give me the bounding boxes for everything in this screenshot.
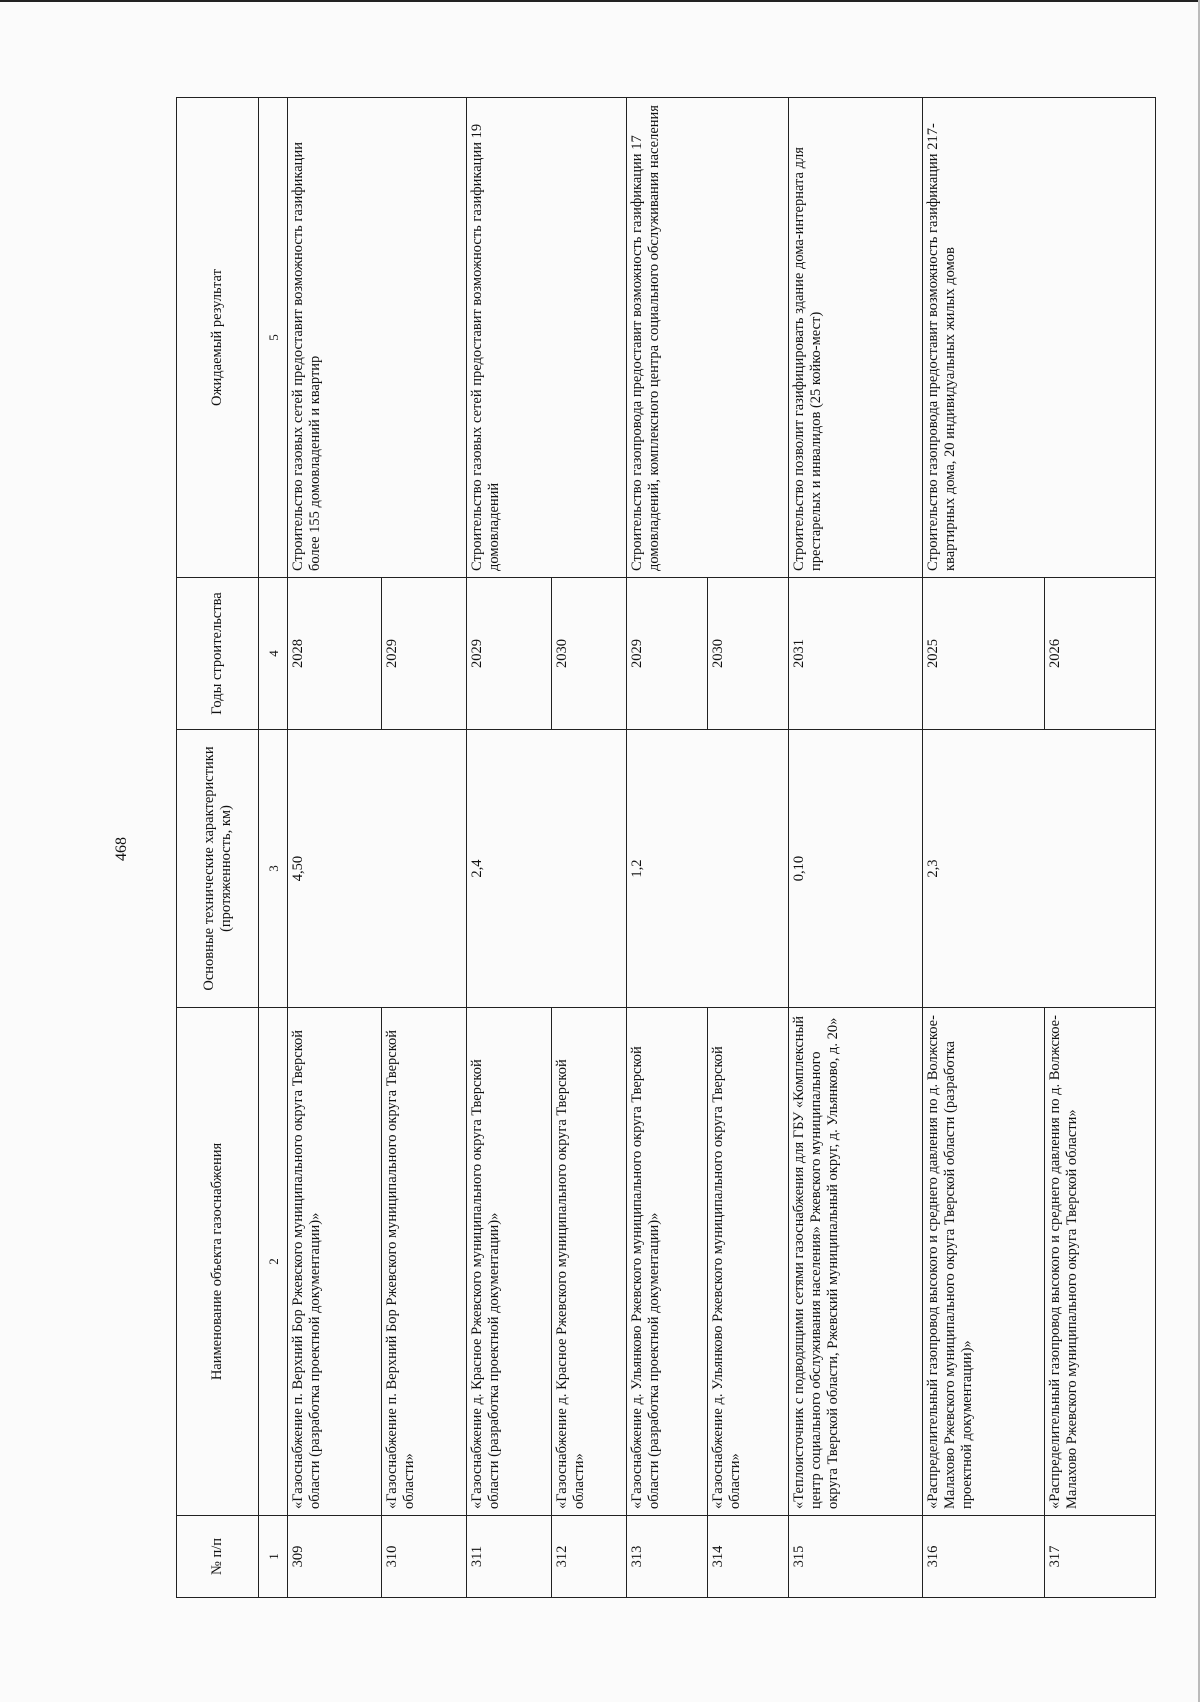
length-value: 2,4 [467, 730, 627, 1008]
construction-year: 2030 [708, 578, 789, 730]
object-name: «Распределительный газопровод высокого и среднего давления по д. Волжское-Малахово Ржевского муниципального округа Тверской области (разработка проектной документации)» [923, 1008, 1045, 1516]
length-value: 4,50 [287, 730, 466, 1008]
page-number: 468 [113, 837, 130, 861]
construction-year: 2026 [1045, 578, 1156, 730]
expected-result: Строительство газопровода предоставит возможность газификации 17 домовладений, комплексного центра социального обслуживания населения [627, 98, 789, 578]
column-number: 3 [259, 730, 288, 1008]
row-number: 310 [381, 1516, 466, 1598]
length-value: 2,3 [923, 730, 1156, 1008]
row-number: 311 [467, 1516, 552, 1598]
expected-result: Строительство газопровода предоставит возможность газификации 217-квартирных дома, 20 индивидуальных жилых домов [923, 98, 1156, 578]
length-value: 1,2 [627, 730, 789, 1008]
column-number: 4 [259, 578, 288, 730]
row-number: 314 [708, 1516, 789, 1598]
column-number: 5 [259, 98, 288, 578]
column-number: 2 [259, 1008, 288, 1516]
construction-year: 2028 [287, 578, 381, 730]
row-number: 317 [1045, 1516, 1156, 1598]
header-name: Наименование объекта газоснабжения [177, 1008, 259, 1516]
table-row [287, 98, 381, 1598]
object-name: «Газоснабжение д. Ульянково Ржевского муниципального округа Тверской области» [708, 1008, 789, 1516]
object-name: «Газоснабжение д. Красное Ржевского муниципального округа Тверской области (разработка проектной документации)» [467, 1008, 552, 1516]
object-name: «Распределительный газопровод высокого и среднего давления по д. Волжское-Малахово Ржевского муниципального округа Тверской области» [1045, 1008, 1156, 1516]
construction-year: 2030 [552, 578, 627, 730]
row-number: 312 [552, 1516, 627, 1598]
scan-edge-top [0, 0, 1200, 2]
gas-supply-table [176, 97, 1156, 1598]
header-tech: Основные технические характеристики (протяженность, км) [177, 730, 259, 1008]
expected-result: Строительство газовых сетей предоставит возможность газификации более 155 домовладений и квартир [287, 98, 466, 578]
object-name: «Газоснабжение п. Верхний Бор Ржевского муниципального округа Тверской области (разработка проектной документации)» [287, 1008, 381, 1516]
construction-year: 2029 [381, 578, 466, 730]
table-row [923, 98, 1045, 1598]
construction-year: 2031 [789, 578, 923, 730]
expected-result: Строительство позволит газифицировать здание дома-интерната для престарелых и инвалидов (25 койко-мест) [789, 98, 923, 578]
construction-year: 2029 [467, 578, 552, 730]
row-number: 315 [789, 1516, 923, 1598]
construction-year: 2025 [923, 578, 1045, 730]
construction-year: 2029 [627, 578, 708, 730]
header-result: Ожидаемый результат [177, 98, 259, 578]
table-header-row [177, 98, 259, 1598]
object-name: «Газоснабжение п. Верхний Бор Ржевского муниципального округа Тверской области» [381, 1008, 466, 1516]
object-name: «Теплоисточник с подводящими сетями газоснабжения для ГБУ «Комплексный центр социального обслуживания населения» Ржевского муниципального округа Тверской области, Ржевский муниципальный округ, д. Ульянково, д. 20» [789, 1008, 923, 1516]
object-name: «Газоснабжение д. Ульянково Ржевского муниципального округа Тверской области (разработка проектной документации)» [627, 1008, 708, 1516]
table-row [467, 98, 552, 1598]
row-number: 309 [287, 1516, 381, 1598]
column-number: 1 [259, 1516, 288, 1598]
row-number: 313 [627, 1516, 708, 1598]
column-number-row [259, 98, 288, 1598]
object-name: «Газоснабжение д. Красное Ржевского муниципального округа Тверской области» [552, 1008, 627, 1516]
length-value: 0,10 [789, 730, 923, 1008]
expected-result: Строительство газовых сетей предоставит возможность газификации 19 домовладений [467, 98, 627, 578]
header-num: № п/п [177, 1516, 259, 1598]
document-table-rotated [176, 98, 1156, 1598]
row-number: 316 [923, 1516, 1045, 1598]
table-row [627, 98, 708, 1598]
table-row [789, 98, 923, 1598]
header-years: Годы строительства [177, 578, 259, 730]
